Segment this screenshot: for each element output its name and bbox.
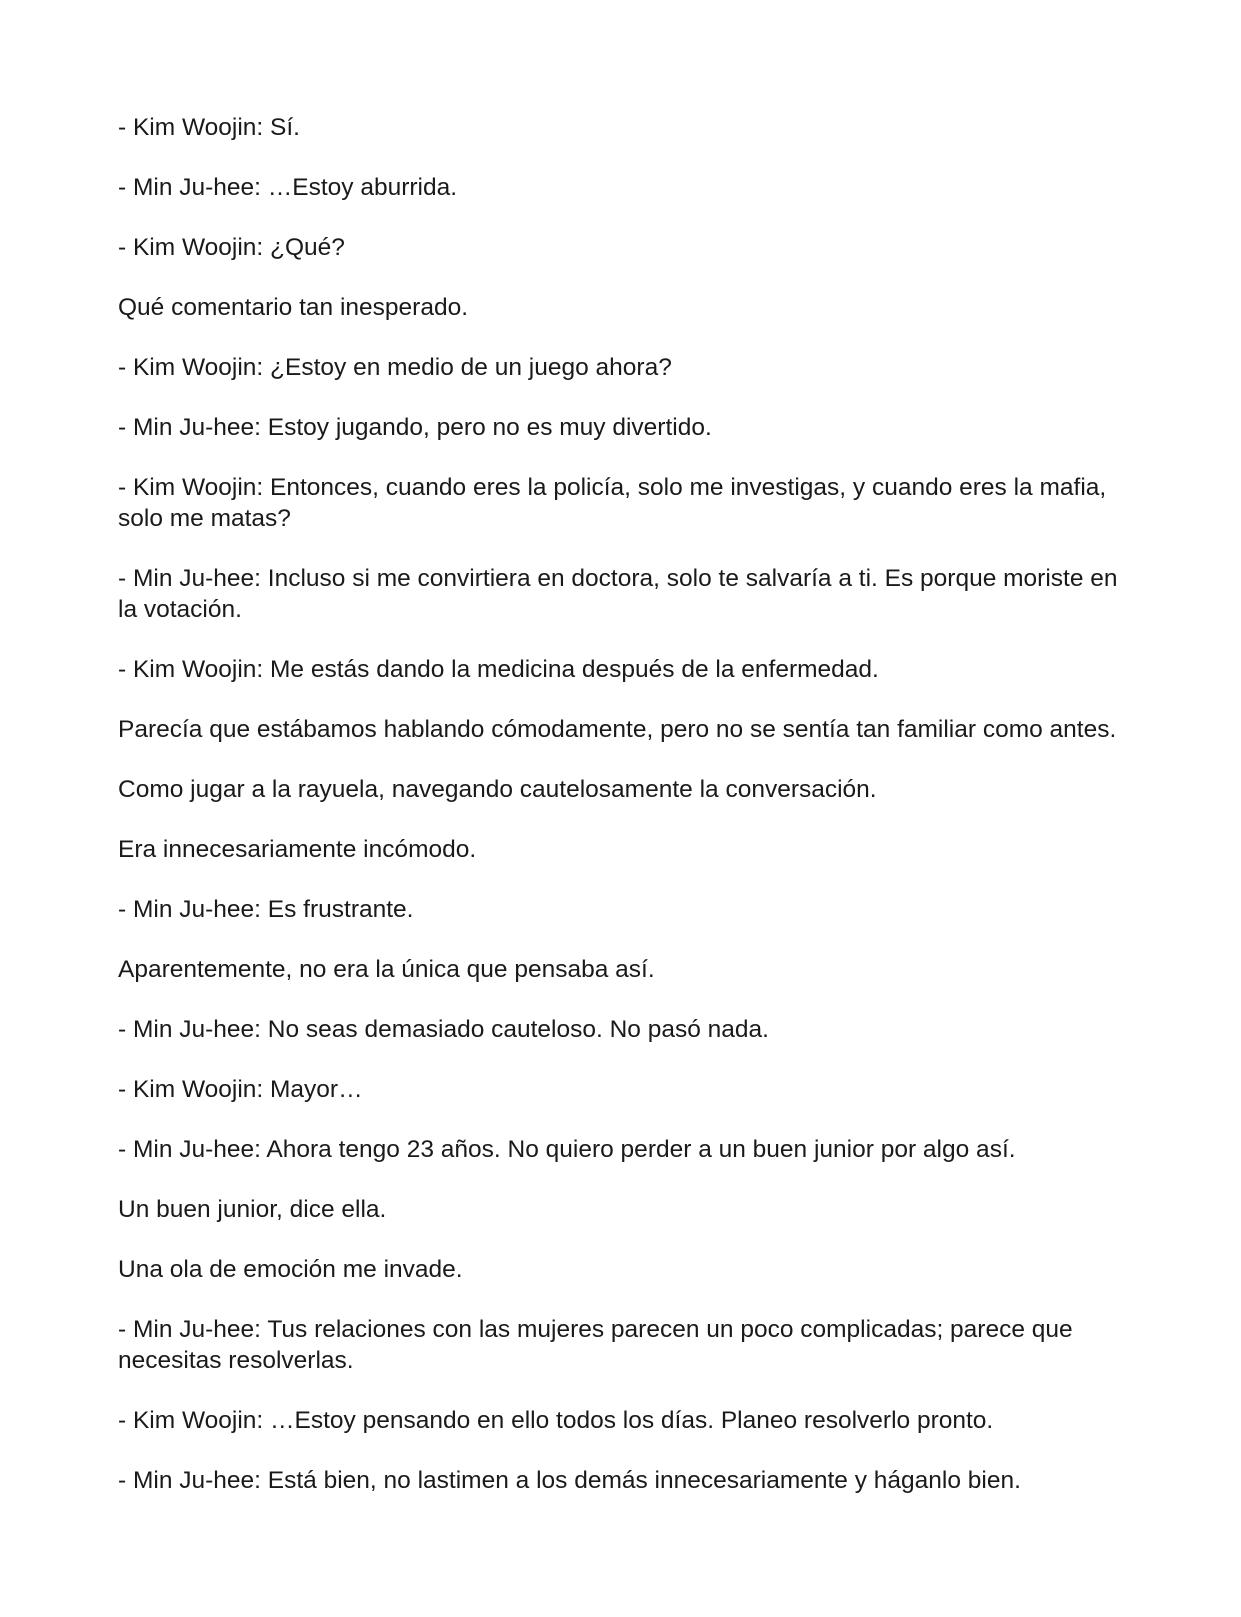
document-page [118, 112, 1128, 1525]
narration-paragraph: Era innecesariamente incómodo. [118, 836, 477, 863]
dialogue-line: - Min Ju-hee: No seas demasiado cauteloso. No pasó nada. [118, 1016, 769, 1043]
dialogue-line: - Kim Woojin: ¿Qué? [118, 234, 345, 261]
narration-paragraph: Un buen junior, dice ella. [118, 1196, 387, 1223]
dialogue-line: - Kim Woojin: Mayor… [118, 1076, 363, 1103]
dialogue-line: - Min Ju-hee: Incluso si me convirtiera en doctora, solo te salvaría a ti. Es porque moriste en la votación. [118, 565, 1125, 623]
dialogue-line: - Min Ju-hee: Es frustrante. [118, 896, 414, 923]
narration-paragraph: Parecía que estábamos hablando cómodamente, pero no se sentía tan familiar como antes. [118, 716, 1117, 743]
narration-paragraph: Aparentemente, no era la única que pensaba así. [118, 956, 655, 983]
narration-paragraph: Una ola de emoción me invade. [118, 1256, 463, 1283]
dialogue-line: - Min Ju-hee: …Estoy aburrida. [118, 174, 458, 201]
dialogue-line: - Kim Woojin: Sí. [118, 114, 300, 141]
dialogue-line: - Min Ju-hee: Está bien, no lastimen a los demás innecesariamente y háganlo bien. [118, 1467, 1021, 1494]
dialogue-line: - Min Ju-hee: Tus relaciones con las mujeres parecen un poco complicadas; parece que necesitas resolverlas. [118, 1316, 1080, 1374]
narration-paragraph: Qué comentario tan inesperado. [118, 294, 469, 321]
dialogue-line: - Min Ju-hee: Ahora tengo 23 años. No quiero perder a un buen junior por algo así. [118, 1136, 1016, 1163]
dialogue-line: - Kim Woojin: ¿Estoy en medio de un juego ahora? [118, 354, 672, 381]
dialogue-line: - Min Ju-hee: Estoy jugando, pero no es muy divertido. [118, 414, 712, 441]
dialogue-line: - Kim Woojin: Entonces, cuando eres la policía, solo me investigas, y cuando eres la mafia, solo me matas? [118, 474, 1114, 532]
narration-paragraph: Como jugar a la rayuela, navegando cautelosamente la conversación. [118, 776, 877, 803]
dialogue-line: - Kim Woojin: Me estás dando la medicina después de la enfermedad. [118, 656, 879, 683]
dialogue-line: - Kim Woojin: …Estoy pensando en ello todos los días. Planeo resolverlo pronto. [118, 1407, 994, 1434]
